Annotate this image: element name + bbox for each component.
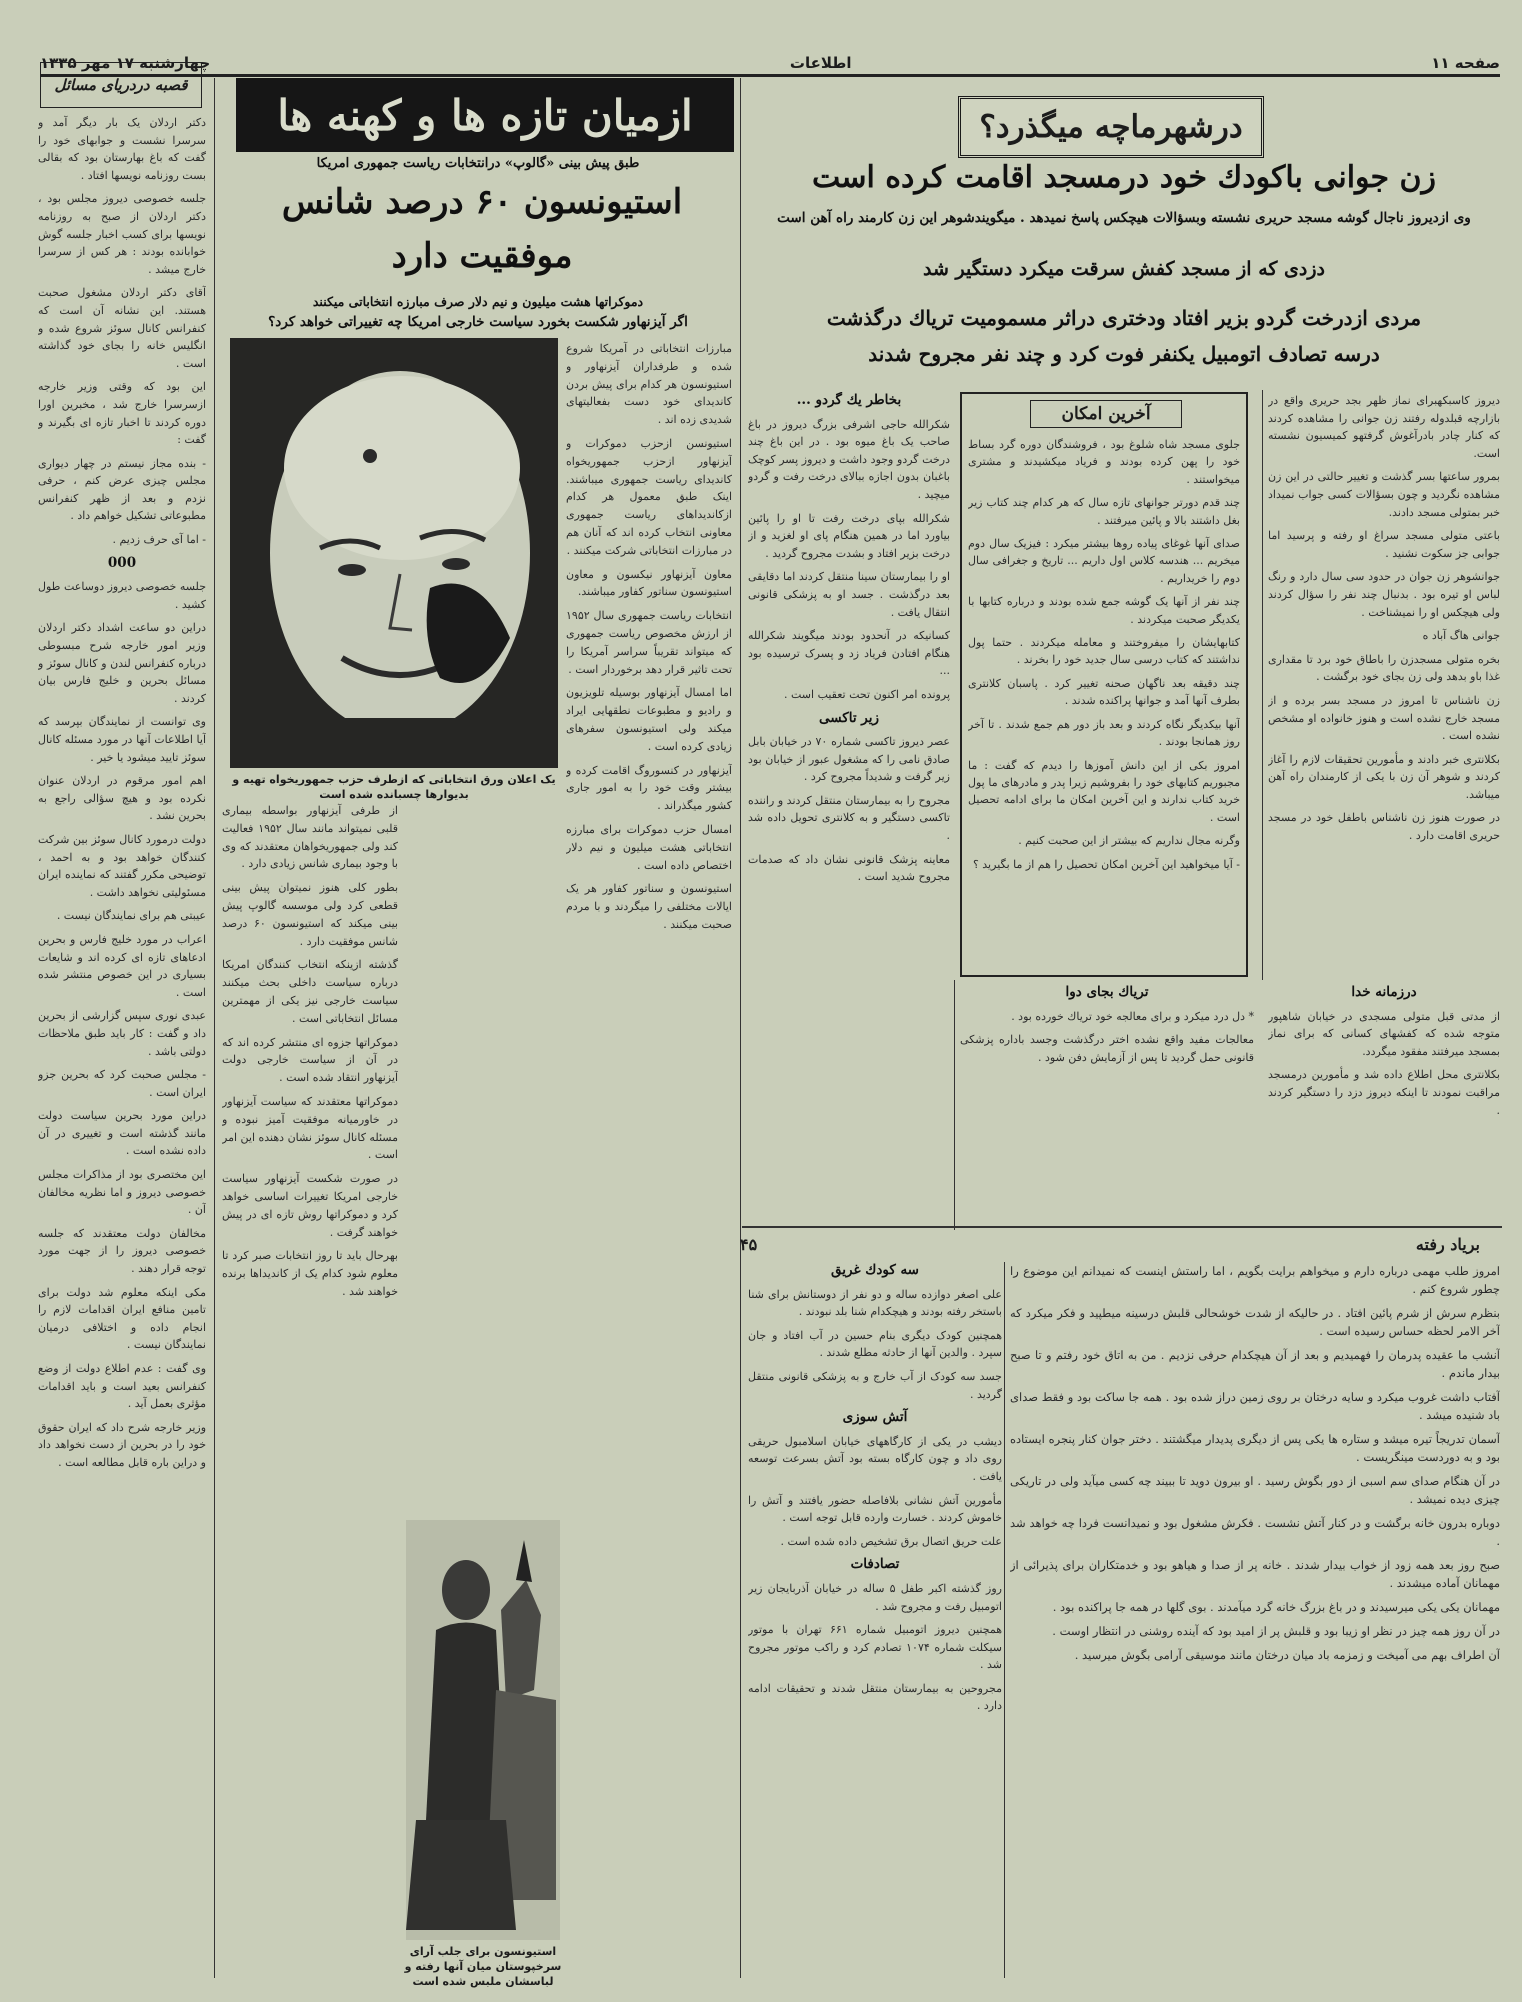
paragraph: آنها بیکدیگر نگاه کردند و بعد باز دور هم جمع شدند . تا آخر روز همانجا بودند . <box>968 717 1240 749</box>
paragraph: جوانشوهر زن جوان در حدود سی سال دارد و رنگ لباس او تیره بود . بدنبال چند نفر را سؤال کردند ولی هیچکس او را نمیشناخت . <box>1268 570 1500 619</box>
paragraph: از طرفی آیزنهاور بواسطه بیماری قلبی نمیتواند مانند سال ۱۹۵۲ فعالیت کند ولی جمهوریخواهان معتقدند که وی با وجود بیماری شانس زیادی دارد . <box>222 804 398 871</box>
paragraph: دوباره بدرون خانه برگشت و در کنار آتش نشست . فکرش مشغول بود و نمیدانست فردا چه خواهد شد . <box>1010 1516 1500 1548</box>
serial-title: بریاد رفته <box>1415 1234 1480 1254</box>
paragraph: پرونده امر اکنون تحت تعقیب است . <box>784 687 950 701</box>
paragraph: - بنده مجاز نیستم در چهار دیواری مجلس چیزی عرض کنم ، حرفی نزدم و بعد از ظهر کنفرانس مطبوعاتی تشکیل خواهم داد . <box>38 456 206 523</box>
paragraph: معاینه پزشک قانونی نشان داد که صدمات مجروح شدید است . <box>748 852 950 884</box>
subheading: درزمانه خدا <box>1351 984 1417 1000</box>
paragraph: صبح روز بعد همه زود از خواب بیدار شدند . خانه پر از صدا و هیاهو بود و خدمتکاران برای پذیرائی از مهمانان آماده میشدند . <box>1010 1558 1500 1590</box>
paragraph: استیونسون و سناتور کفاور هر یک ایالات مختلفی را میگردند و با مردم صحبت میکنند . <box>566 882 732 931</box>
paragraph: بهرحال باید تا روز انتخابات صبر کرد تا معلوم شود کدام یک از کاندیداها برنده خواهند شد . <box>222 1249 398 1298</box>
city-news-banner: درشهرماچه میگذرد؟ <box>958 96 1264 158</box>
right-headline-1: زن جوانی باکودك خود درمسجد اقامت کرده است <box>811 160 1437 195</box>
paragraph: در صورت شکست آیزنهاور سیاست خارجی امریکا تغییرات اساسی خواهد کرد و دموکراتها روش تازه ای در پیش خواهند گرفت . <box>222 1172 398 1239</box>
paragraph: دموکراتها معتقدند که سیاست آیزنهاور در خاورمیانه موفقیت آمیز نبوده و مسئله کانال سوئز نشان دهنده این امر است . <box>222 1094 398 1162</box>
paragraph: همچنین کودک دیگری بنام حسین در آب افتاد و جان سپرد . والدین آنها از حادثه مطلع شدند . <box>748 1328 1002 1360</box>
opium-story <box>960 984 1254 1220</box>
paragraph: مجروح را به بیمارستان منتقل کردند و راننده تاکسی دستگیر و به کلانتری تحویل داده شد . <box>748 793 950 843</box>
paragraph: علی اصغر دوازده ساله و دو نفر از دوستانش برای شنا باستخر رفته بودند و هیچکدام شنا بلد نبودند . <box>748 1287 1002 1319</box>
paragraph: بکلانتری محل اطلاع داده شد و مأمورین درمسجد مراقبت نمودند تا اینکه دیروز دزد را دستگیر کردند . <box>1268 1068 1500 1117</box>
page-number: صفحه ۱۱ <box>1431 54 1500 72</box>
photo-caption-1: یک اعلان ورق انتخاباتی که ازطرف حزب جمهوریخواه تهیه و بدیوارها چسبانده شده است <box>232 773 556 801</box>
paragraph: مأمورین آتش نشانی بلافاصله حضور یافتند و آتش را خاموش کردند . خسارت وارده قابل توجه است . <box>748 1493 1002 1525</box>
middle-headline-2: موفقیت دارد <box>391 236 573 276</box>
paragraph: همچنین دیروز اتومبیل شماره ۶۶۱ تهران با موتور سیکلت شماره ۱۰۷۴ تصادم کرد و راکب موتور مجروح شد . <box>748 1623 1002 1672</box>
paragraph: استیونسن ازحزب دموکرات و آیزنهاور ازحزب جمهوریخواه کاندیدای ریاست جمهوری میباشند. اینک طبق معمول هر کدام ازکاندیداهای ریاست جمهوری معاونی انتخاب کرده اند که آنان هم در مبارزات انتخاباتی شرکت میکنند . <box>566 436 732 557</box>
paragraph: آسمان تدریجاً تیره میشد و ستاره ها یکی پس از دیگری پدیدار میگشتند . دختر جوان کنار پنجره ایستاده بود و به دوردست مینگریست . <box>1010 1432 1500 1464</box>
paragraph: بطور کلی هنوز نمیتوان پیش بینی قطعی کرد ولی موسسه گالوپ پیش بینی میکند که استیونسون ۶۰ درصد شانس موفقیت دارد . <box>222 881 398 948</box>
column-rule <box>1262 390 1263 980</box>
paragraph: امروز بکی از این دانش آموزها را دیدم که گفت : ما مجبوریم کتابهای خود را بفروشیم زیرا پدر و مادرهای ما پول خرید کتاب ندارند و این آخرین امکان ما برای ادامه تحصیل است . <box>968 758 1240 824</box>
paragraph: عیبتی هم برای نمایندگان نیست . <box>56 909 206 923</box>
serial-text <box>1010 1262 1500 1978</box>
paragraph: معاون آیزنهاور نیکسون و معاون استیونسون سناتور کفاور میباشند. <box>566 567 732 599</box>
campaign-poster-photo <box>230 338 558 768</box>
paragraph: گذشته ازینکه انتخاب کنندگان امریکا درباره سیاست داخلی بحث میکنند سیاست خارجی نیز یکی از مهمترین مسائل انتخاباتی است . <box>222 958 398 1025</box>
paragraph: مهمانان یکی یکی میرسیدند و در باغ بزرگ خانه گرد میآمدند . بوی گلها در همه جا پراکنده بود . <box>1052 1600 1500 1614</box>
paragraph: چند دقیقه بعد ناگهان صحنه تغییر کرد . پاسبان کلانتری بطرف آنها آمد و جوانها پراکنده شدند . <box>968 676 1240 708</box>
middle-kicker: طبق پیش بینی «گالوپ» درانتخابات ریاست جمهوری امریکا <box>316 156 640 171</box>
paragraph: عبدی نوری سپس گزارشی از بحرین داد و گفت : کار باید طبق ملاحظات دولتی باشد . <box>38 1009 206 1058</box>
paragraph: - آیا میخواهید این آخرین امکان تحصیل را هم از ما بگیرید ؟ <box>972 857 1240 871</box>
paragraph: در آن روز همه چیز در نظر او زیبا بود و قلبش پر از امید بود که آینده روشنی در انتظار اوست . <box>1052 1624 1500 1638</box>
paragraph: وزیر خارجه شرح داد که ایران حقوق خود را در بحرین از دست نخواهد داد و دراین باره قابل مطالعه است . <box>38 1420 206 1469</box>
paragraph: وی گفت : عدم اطلاع دولت از وضع کنفرانس بعید است و باید اقدامات مؤثری بعمل آید . <box>38 1362 206 1411</box>
column-rule <box>214 78 215 1978</box>
middle-text-column-left <box>222 802 398 1978</box>
paragraph: کتابهایشان را میفروختند و معامله میکردند . حتما پول نداشتند که کتاب درسی سال جدید خود را بخرند . <box>968 636 1240 667</box>
paragraph: آیزنهاور در کنسوروگ اقامت کرده و بیشتر وقت خود را به امور جاری کشور میگذراند . <box>566 763 732 813</box>
paragraph: جلوی مسجد شاه شلوغ بود ، فروشندگان دوره گرد بساط خود را پهن کرده بودند و فریاد میکشیدند و مشتری میخواستند . <box>968 438 1240 486</box>
paragraph: دیروز کاسبکهبرای نماز ظهر بجد حریری واقع در بازارچه قبلدوله رفتند زن جوانی را مشاهده کردند که کنار چادر بادرآغوش گرفتهو کمیسیون نشسته است. <box>1268 394 1500 460</box>
paragraph: انتخابات ریاست جمهوری سال ۱۹۵۲ از ارزش مخصوص ریاست جمهوری که میتواند تقریباً سراسر آمریکا را تحت تاثیر قرار دهد برخوردار است . <box>566 609 732 676</box>
subheading: آتش سوزی <box>842 1409 908 1426</box>
paragraph: جسد سه کودک از آب خارج و به پزشکی قانونی منتقل گردید . <box>748 1369 1002 1401</box>
right-text-column-1 <box>1268 392 1500 980</box>
paragraph: چند نفر از آنها یک گوشه جمع شده بودند و درباره کتابها با یکدیگر صحبت میکردند . <box>968 595 1240 626</box>
right-headline-3: دزدی که از مسجد کفش سرقت میکرد دستگیر شد <box>922 258 1326 280</box>
serial-number: ۴۵ <box>740 1234 758 1254</box>
paragraph: دراین مورد بحرین سیاست دولت مانند گذشته است و تغییری در آن داده نشده است . <box>38 1109 206 1158</box>
paragraph: آن اطراف بهم می آمیخت و زمزمه باد میان درختان مانند موسیقی آرامی بگوش میرسید . <box>1074 1648 1500 1662</box>
boxed-article-text <box>968 436 1240 970</box>
briefs-column <box>748 1262 1002 1978</box>
paragraph: - اما آی حرف زدیم . <box>112 533 206 547</box>
paragraph: بکلانتری خبر دادند و مأمورین تحقیقات لازم را آغاز کردند و شوهر آن زن با یکی از کارمندان راه آهن میباشد. <box>1268 752 1500 801</box>
serial-header <box>740 1233 1480 1255</box>
paragraph: بمرور ساعتها بسر گذشت و تغییر حالتی در این زن مشاهده نگردید و چون بسؤالات کسی جواب نمیداد خبر بمتولی مسجد دادند. <box>1268 470 1500 519</box>
paragraph: دولت درمورد کانال سوئز بین شرکت کنندگان خواهد بود و به احمد ، توضیحی مکرر گفتند که نماینده ایران مسئولیتی نخواهد داشت . <box>38 832 206 899</box>
left-column-text <box>38 114 206 1978</box>
subheading: سه کودك غریق <box>830 1262 919 1278</box>
paragraph: جوانی هاگ آباد ه <box>1422 629 1500 643</box>
paragraph: جلسه خصوصی دیروز دوساعت طول کشید . <box>38 580 206 611</box>
issue-date: چهارشنبه ۱۷ مهر ۱۳۳۵ <box>40 54 211 72</box>
middle-deck-2: اگر آیزنهاور شکست بخورد سیاست خارجی امریکا چه تغییراتی خواهد کرد؟ <box>268 314 688 330</box>
right-headline-4: مردی ازدرخت گردو بزیر افتاد ودختری دراثر مسمومیت تریاك درگذشت <box>826 306 1422 330</box>
paragraph: مخالفان دولت معتقدند که جلسه خصوصی دیروز را از جهت مورد توجه قرار دهند . <box>38 1226 206 1276</box>
stevenson-illustration <box>406 1520 560 1940</box>
paragraph: در آن هنگام صدای سم اسبی از دور بگوش رسید . او بیرون دوید تا ببیند چه کسی میآید ولی در تاریکی چیزی دیده نمیشد . <box>1010 1474 1500 1506</box>
column-rule <box>1004 1262 1005 1978</box>
paragraph: بخره متولی مسجدزن را باطاق خود برد تا مقداری غذا باو بدهد ولی زن بجای خود برگشت . <box>1268 652 1500 684</box>
paragraph: بنظرم سرش از شرم پائین افتاد . در حالیکه از شدت خوشحالی قلبش درسینه میطپید و فکر میکرد که آخر الامر لحظه حساس رسیده است . <box>1010 1306 1500 1338</box>
paragraph: اما امسال آیزنهاور بوسیله تلویزیون و رادیو و مطبوعات نطقهایی ایراد میکند ولی استیونسون سفرهای زیادی کرده است . <box>566 686 732 753</box>
right-headline-2: وی ازدیروز ناجال گوشه مسجد حریری نشسته وبسؤالات هیچکس پاسخ نمیدهد . میگویندشوهر این زن کارمند راه آهن است <box>777 210 1471 226</box>
paragraph: در صورت هنوز زن ناشناس باطفل خود در مسجد حریری اقامت دارد . <box>1268 811 1500 843</box>
paragraph: مکی اینکه معلوم شد دولت برای تامین منافع ایران اقدامات لازم را انجام داده و اختلافی درمیان نمایندگان نیست . <box>38 1285 206 1352</box>
paragraph: این بود که وقتی وزیر خارجه ازسرسرا خارج شد ، مخبرین اورا دوره کردند تا اخبار تازه ای بگیرند و گفت : <box>38 380 206 447</box>
paragraph: این مختصری بود از مذاکرات مجلس خصوصی دیروز و اما نظریه مخالفان آن . <box>38 1168 206 1217</box>
page-header <box>40 52 1500 77</box>
paragraph: روز گذشته اکبر طفل ۵ ساله در خیابان آذربایجان زیر اتومبیل رفت و مجروح شد . <box>748 1581 1002 1613</box>
column-rule <box>740 78 741 1978</box>
paragraph: شکرالله بپای درخت رفت تا او را پائین بیاورد اما در همین هنگام پای او لغزید و از درخت بزیر افتاد و بشدت مجروح گردید . <box>748 511 950 560</box>
paragraph: صدای آنها غوغای پیاده روها بیشتر میکرد : فیزیک سال دوم میخریم ... هندسه کلاس اول داریم ... تاریخ و جغرافی سال دوم را خریداریم . <box>968 537 1240 585</box>
paper-name: اطلاعات <box>789 54 852 72</box>
stevenson-photo <box>406 1520 560 1940</box>
middle-text-column-right <box>566 340 732 1980</box>
photo-caption-2: استیونسون برای جلب آرای سرخپوستان میان آنها رفته و لباسشان ملبس شده است <box>404 1945 562 1988</box>
paragraph: آقای دکتر اردلان مشغول صحبت هستند. این نشانه آن است که کنفرانس کانال سوئز شروع شده و انگلیس خانه را بجای خود گذاشته است . <box>38 286 206 370</box>
subheading: زیر تاکسی <box>818 709 880 726</box>
paragraph: دموکراتها جزوه ای منتشر کرده اند که در آن از سیاست خارجی دولت آیزنهاور انتقاد شده است . <box>222 1035 398 1085</box>
middle-headline-1: استیونسون ۶۰ درصد شانس <box>281 182 683 222</box>
middle-banner: ازمیان تازه ها و کهنه ها <box>236 78 734 152</box>
subheading: تریاك بجای دوا <box>1065 984 1149 1000</box>
paragraph: مجروحین به بیمارستان منتقل شدند و تحقیقات ادامه دارد . <box>748 1681 1002 1713</box>
paragraph: شکرالله حاجی اشرفی بزرگ دیروز در باغ صاحب یک باغ میوه بود . در این باغ چند درخت گردو وجود داشت و دیروز پسر کوچک باغبان بدون اجازه ببالای درخت رفت و گردو میچید . <box>748 417 950 501</box>
boxed-article-title: آخرین امکان <box>1030 400 1182 428</box>
paragraph: - مجلس صحبت کرد که بحرین جزو ایران است . <box>38 1068 206 1099</box>
paragraph: از مدتی قبل متولی مسجدی در خیابان شاهپور متوجه شده که کفشهای کسانی که برای نماز بمسجد میرفتند مفقود میگردد. <box>1268 1009 1500 1058</box>
paragraph: علت حریق اتصال برق تشخیص داده شده است . <box>780 1534 1002 1548</box>
separator-mark: 000 <box>107 554 137 571</box>
paragraph: او را بیمارستان سینا منتقل کردند اما دقایقی بعد درگذشت . جسد او به پزشکی قانونی انتقال یافت . <box>748 570 950 619</box>
left-column-header: قصبه دردریای مسائل <box>40 62 202 108</box>
paragraph: امروز طلب مهمی درباره دارم و میخواهم برایت بگویم ، اما راستش اینست که نمیدانم این موضوع را چطور شروع کنم . <box>1010 1264 1500 1296</box>
paragraph: زن ناشناس تا امروز در مسجد بسر برده و از مسجد خارج نشده است و هنوز خانواده او مشخص نشده است . <box>1268 693 1500 743</box>
paragraph: وی توانست از نمایندگان بپرسد که آیا اطلاعات آنها در مورد مسئله کانال سوئز تایید میشود یا خیر . <box>38 715 206 764</box>
paragraph: کسانیکه در آنحدود بودند میگویند شکرالله هنگام افتادن فریاد زد و پسرک ترسیده بود ... <box>748 629 950 678</box>
subheading: بخاطر یك گردو ... <box>796 392 902 408</box>
column-rule <box>954 980 955 1230</box>
paragraph: * دل درد میکرد و برای معالجه خود تریاك خورده بود . <box>1011 1009 1254 1023</box>
paragraph: جلسه خصوصی دیروز مجلس بود ، دکتر اردلان از صبح به روزنامه نویسها برای کسب اخبار جلسه گوش خوابانده بودند : هر کس از سرسرا خارج میشد . <box>38 192 206 276</box>
paragraph: آنشب ما عقیده پدرمان را فهمیدیم و بعد از آن هیچکدام حرفی نزدیم . من به اتاق خود رفتم و تا صبح بیدار ماندم . <box>1010 1348 1500 1380</box>
paragraph: دیشب در یکی از کارگاههای خیابان اسلامبول حریقی روی داد و چون کارگاه بسته بود آتش بسرعت توسعه یافت . <box>748 1434 1002 1483</box>
paragraph: اهم امور مرقوم در اردلان عنوان نکرده بود و هیچ سؤالی راجع به بحرین نشد . <box>38 774 206 823</box>
paragraph: معالجات مفید واقع نشده اختر درگذشت وجسد باداره پزشکی قانونی حمل گردید تا پس از آزمایش دفن شود . <box>960 1033 1254 1064</box>
paragraph: دراین دو ساعت اشداد دکتر اردلان وزیر امور خارجه شرح مبسوطی درباره کنفرانس لندن و کانال سوئز و مسائل بحرین و خلیج فارس بیان کردند . <box>38 621 206 705</box>
right-text-column-1b <box>1268 984 1500 1220</box>
paragraph: دکتر اردلان یک بار دیگر آمد و سرسرا نشست و جوابهای خود را گفت که باغ بهارستان بود که بقالی بست روزنامه نویسها افتاد . <box>38 116 206 182</box>
paragraph: چند قدم دورتر جوانهای تازه سال که هر کدام چند کتاب زیر بغل داشتند بالا و پائین میرفتند . <box>968 496 1240 527</box>
paragraph: اعراب در مورد خلیج فارس و بحرین ادعاهای تازه ای کرده اند و شایعات بسیاری در این خصوص منتشر شده است . <box>38 932 206 999</box>
right-text-column-2 <box>748 392 950 1230</box>
paragraph: آفتاب داشت غروب میکرد و سایه درختان بر روی زمین دراز شده بود . همه جا ساکت بود و فقط صدای باد شنیده میشد . <box>1010 1390 1500 1422</box>
middle-deck-1: دموکراتها هشت میلیون و نیم دلار صرف مبارزه انتخاباتی میکنند <box>312 294 644 309</box>
paragraph: امسال حزب دموکرات برای مبارزه انتخاباتی هشت میلیون و نیم دلار اختصاص داده است . <box>566 822 732 872</box>
right-headline-5: درسه تصادف اتومبیل یکنفر فوت کرد و چند نفر مجروح شدند <box>868 342 1380 366</box>
paragraph: باعتی متولی مسجد سراغ او رفته و پرسید اما جوابی جز سکوت نشنید . <box>1268 529 1500 560</box>
paragraph: مبارزات انتخاباتی در آمریکا شروع شده و طرفداران آیزنهاور و استیونسون هر کدام برای پیش بردن کاندیدای خود دست بفعالیتهای شدیدی زده اند . <box>566 342 732 427</box>
paragraph: وگرنه مجال نداریم که بیشتر از این صحبت کنیم . <box>1018 834 1240 848</box>
subheading: تصادفات <box>850 1556 900 1573</box>
face-illustration <box>230 338 558 768</box>
paragraph: عصر دیروز تاکسی شماره ۷۰ در خیابان بابل صادق نامی را که مشغول عبور از خیابان بود زیر گرفت و شدیداً مجروح کرد . <box>748 735 950 784</box>
